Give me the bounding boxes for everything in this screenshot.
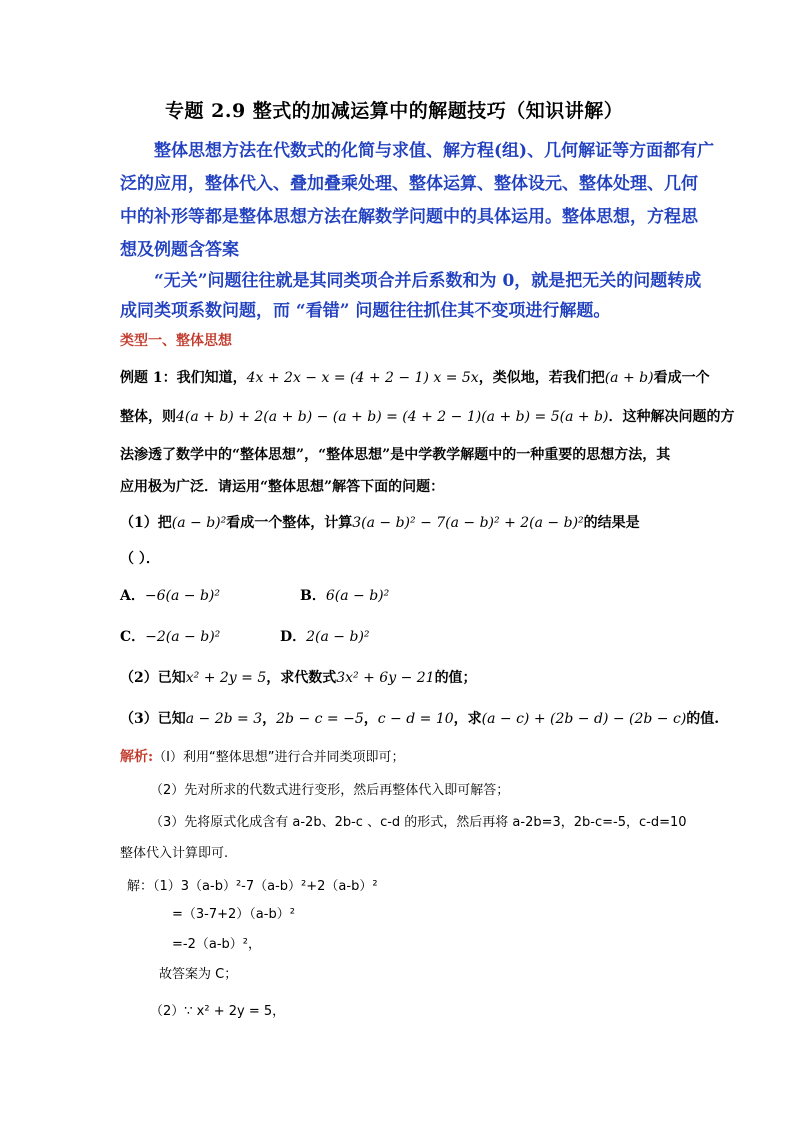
math-expr: −2(a − b)² [145, 629, 221, 645]
math-expr: 4(a + b) + 2(a + b) − (a + b) = (4 + 2 − 1)(a + b) = 5(a + b) [176, 409, 609, 425]
math-expr: 3x² + 6y − 21 [336, 670, 435, 686]
analysis-label: 解析: [120, 749, 154, 765]
example-line-4: 应用极为广泛．请运用“整体思想”解答下面的问题： [120, 479, 445, 495]
solution-line-2: =（3-7+2）（a-b）² [172, 907, 295, 922]
question-3 [120, 708, 719, 728]
question-1 [120, 512, 640, 532]
math-expr: −6(a − b)² [144, 588, 220, 604]
math-expr: x² + 2y = 5 [185, 670, 267, 686]
example-line-3: 法渗透了数学中的“整体思想”，“整体思想”是中学教学解题中的一种重要的思想方法，其 [120, 447, 671, 463]
analysis-line-4: 整体代入计算即可. [120, 846, 229, 861]
math-expr: (a − c) + (2b − d) − (2b − c) [481, 711, 687, 727]
analysis-line-1 [120, 746, 404, 766]
page-title: 专题 2.9 整式的加减运算中的解题技巧（知识讲解） [165, 100, 624, 122]
solution-line-5: （2）∵ x² + 2y = 5， [150, 1004, 286, 1019]
q2-text: 的值； [434, 670, 477, 686]
option-label: B． [300, 588, 326, 604]
q1-text: 的结果是 [583, 515, 640, 531]
option-d [280, 626, 370, 646]
example-line-1 [120, 367, 710, 387]
math-expr: (a + b) [604, 370, 654, 386]
q2-label: （2）已知 [120, 670, 186, 686]
analysis-text: （I）利用“整体思想”进行合并同类项即可； [153, 750, 405, 765]
math-expr: a − 2b = 3 [185, 711, 263, 727]
example-text: 整体，则 [120, 409, 176, 425]
separator: ， [262, 711, 277, 727]
example-text: ．这种解决问题的方 [608, 409, 735, 425]
example-line-2 [120, 406, 734, 426]
math-expr: 4x + 2x − x = (4 + 2 − 1) x = 5x [246, 370, 479, 386]
example-label: 例题 1：我们知道， [120, 370, 247, 386]
q1-label: （1）把 [120, 515, 172, 531]
solution-line-1: 解：（1）3（a-b）²-7（a-b）²+2（a-b）² [127, 879, 378, 894]
math-expr: 3(a − b)² − 7(a − b)² + 2(a − b)² [352, 515, 584, 531]
math-expr: 2b − c = −5 [276, 711, 364, 727]
solution-line-4: 故答案为 C； [159, 967, 238, 982]
option-label: A． [120, 588, 145, 604]
option-label: C． [120, 629, 146, 645]
intro-line-5: “无关”问题往往就是其同类项合并后系数和为 0，就是把无关的问题转成 [154, 271, 702, 291]
analysis-line-3: （3）先将原式化成含有 a-2b、2b-c 、c-d 的形式，然后再将 a-2b=3，2b-c=-5，c-d=10 [150, 815, 687, 830]
intro-line-1: 整体思想方法在代数式的化简与求值、解方程(组)、几何解证等方面都有广 [154, 141, 715, 161]
intro-line-4: 想及例题含答案 [120, 240, 239, 260]
math-expr: c − d = 10 [377, 711, 454, 727]
answer-blank: （ ）． [120, 551, 160, 567]
intro-line-3: 中的补形等都是整体思想方法在解数学问题中的具体运用。整体思想，方程思 [120, 207, 698, 227]
math-expr: 2(a − b)² [306, 629, 370, 645]
solution-line-3: =-2（a-b）²， [172, 937, 261, 952]
q3-text: ，求 [453, 711, 482, 727]
q2-text: ，求代数式 [266, 670, 337, 686]
math-expr: 6(a − b)² [325, 588, 390, 604]
math-expr: (a − b)² [171, 515, 227, 531]
option-a [120, 585, 220, 605]
option-b [300, 585, 389, 605]
option-label: D． [280, 629, 307, 645]
q3-text: 的值. [686, 711, 720, 727]
q3-label: （3）已知 [120, 711, 186, 727]
type-heading: 类型一、整体思想 [120, 333, 232, 349]
separator: ， [363, 711, 378, 727]
question-2 [120, 667, 477, 687]
option-c [120, 626, 220, 646]
example-text: ，类似地，若我们把 [478, 370, 605, 386]
intro-line-2: 泛的应用，整体代入、叠加叠乘处理、整体运算、整体设元、整体处理、几何 [120, 174, 698, 194]
q1-text: 看成一个整体，计算 [226, 515, 353, 531]
intro-line-6: 成同类项系数问题，而 “看错” 问题往往抓住其不变项进行解题。 [120, 301, 611, 321]
analysis-line-2: （2）先对所求的代数式进行变形，然后再整体代入即可解答； [150, 783, 510, 798]
example-text: 看成一个 [653, 370, 710, 386]
